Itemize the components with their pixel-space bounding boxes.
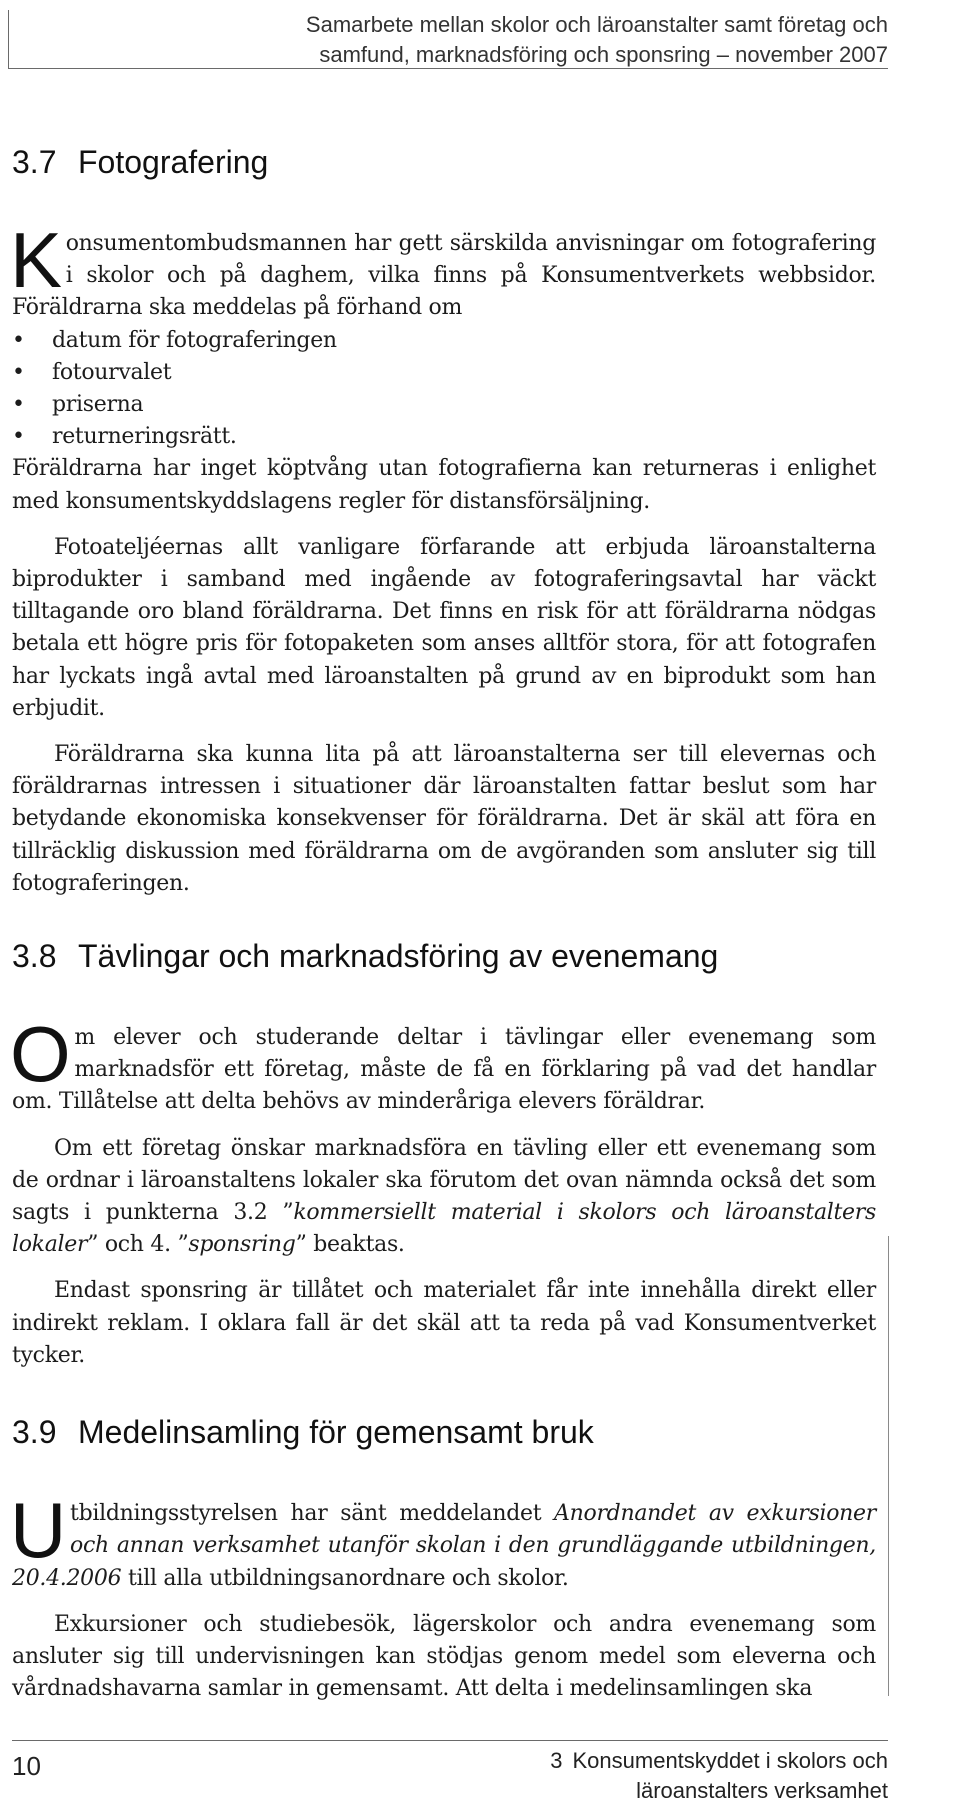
emphasis: Anordnandet av exkursioner och annan verksamhet utanför skolan i den grundläggande utbildningen, 20.4.2006 <box>12 1501 876 1591</box>
bullet-item: • fotourvalet <box>12 357 876 389</box>
paragraph: Endast sponsring är tillåtet och materialet får inte innehålla direkt eller indirekt reklam. I oklara fall är det skäl att ta reda på vad Konsumentverket tycker. <box>12 1278 876 1368</box>
paragraph-text: onsumentombudsmannen har gett särskilda anvisningar om fotografering i skolor och på daghem, vilka finns på Konsumentverkets webbsidor. Föräldrarna ska meddelas på förhand om <box>12 231 876 321</box>
paragraph: Exkursioner och studiebesök, lägerskolor och andra evenemang som ansluter sig till undervisningen kan stödjas genom medel som eleverna och vårdnadshavarna samlar in gemensamt. Att delta i medelinsamlingen ska <box>12 1611 876 1702</box>
bullet-item: • returneringsrätt. <box>12 421 876 453</box>
paragraph-text: tbildningsstyrelsen har sänt meddelandet <box>70 1501 555 1527</box>
paragraph-text: ” och 4. ” <box>87 1232 189 1258</box>
drop-cap: U <box>10 1486 67 1575</box>
paragraph <box>12 1133 876 1262</box>
bullet-item: • datum för fotograferingen <box>12 325 876 357</box>
paragraph: Fotoateljéernas allt vanligare förfarande att erbjuda läroanstalterna biprodukter i samband med ingående av fotograferingsavtal har väckt tilltagande oro bland föräldrarna. Det finns en risk för att föräldrarna nödgas betala ett högre pris för fotopaketen som anses alltför stora, för att fotografen har lyckats ingå avtal med läroanstalten på grund av en biprodukt som han erbjudit. <box>12 534 876 721</box>
section-number: 3.8 <box>12 938 57 975</box>
running-header-line-1: Samarbete mellan skolor och läroanstalter samt företag och <box>305 12 888 37</box>
paragraph-text: Om ett företag önskar marknadsföra en tävling eller ett evenemang som de ordnar i läroanstaltens lokaler ska förutom det ovan nämnda också det som sagts i punkterna 3.2 ” <box>12 1135 876 1226</box>
section-title: Fotografering <box>78 144 269 180</box>
paragraph <box>10 216 876 325</box>
running-header <box>168 10 888 70</box>
paragraph: Föräldrarna ska kunna lita på att läroanstalterna ser till elevernas och föräldrarnas intressen i situationer där läroanstalten fattar beslut som har betydande ekonomiska konsekvenser för föräldrarna. Det är skäl att föra en tillräcklig diskussion med föräldrarna om de avgöranden som ansluter sig till fotograferingen. <box>12 742 876 896</box>
section-number: 3.9 <box>12 1414 57 1451</box>
chapter-number: 3 <box>550 1748 563 1773</box>
drop-cap: K <box>10 216 62 304</box>
page-number: 10 <box>12 1751 41 1781</box>
section-heading <box>12 142 876 182</box>
footer-rule <box>12 1740 888 1741</box>
paragraph-text: m elever och studerande deltar i tävlingar eller evenemang som marknadsför ett företag, måste de få en förklaring på vad det handlar om. Tillåtelse att delta behövs av minderåriga elevers föräldrar. <box>12 1025 876 1115</box>
running-footer <box>288 1746 888 1806</box>
section-title: Medelinsamling för gemensamt bruk <box>78 1414 594 1451</box>
margin-rule <box>888 1236 889 1696</box>
section-3-9 <box>12 1412 876 1705</box>
paragraph: Föräldrarna har inget köptvång utan fotografierna kan returneras i enlighet med konsumentskyddslagens regler för distansförsäljning. <box>12 456 876 514</box>
paragraph-text: till alla utbildningsanordnare och skolor. <box>121 1565 569 1591</box>
running-footer-line-1 <box>288 1746 888 1776</box>
header-rule-vertical <box>8 10 9 68</box>
chapter-title-line-1: Konsumentskyddet i skolors och <box>572 1748 888 1773</box>
paragraph <box>10 1486 876 1595</box>
section-heading <box>12 1412 876 1452</box>
bullet-item: • priserna <box>12 389 876 421</box>
paragraph <box>10 1010 876 1119</box>
running-header-line-2: samfund, marknadsföring och sponsring – november 2007 <box>319 42 888 67</box>
page-body <box>12 142 876 1705</box>
emphasis: sponsring <box>188 1232 296 1258</box>
chapter-title-line-2: läroanstalters verksamhet <box>636 1778 888 1803</box>
emphasis: kommersiellt material i skolors och läroanstalters lokaler <box>12 1200 876 1258</box>
section-3-8 <box>12 936 876 1372</box>
section-title: Tävlingar och marknadsföring av evenemang <box>78 938 719 975</box>
paragraph-text: ” beaktas. <box>295 1232 405 1258</box>
section-heading <box>12 936 876 976</box>
bullet-list <box>12 325 876 454</box>
section-3-7 <box>12 142 876 900</box>
section-number: 3.7 <box>12 144 57 180</box>
drop-cap: O <box>10 1010 71 1099</box>
